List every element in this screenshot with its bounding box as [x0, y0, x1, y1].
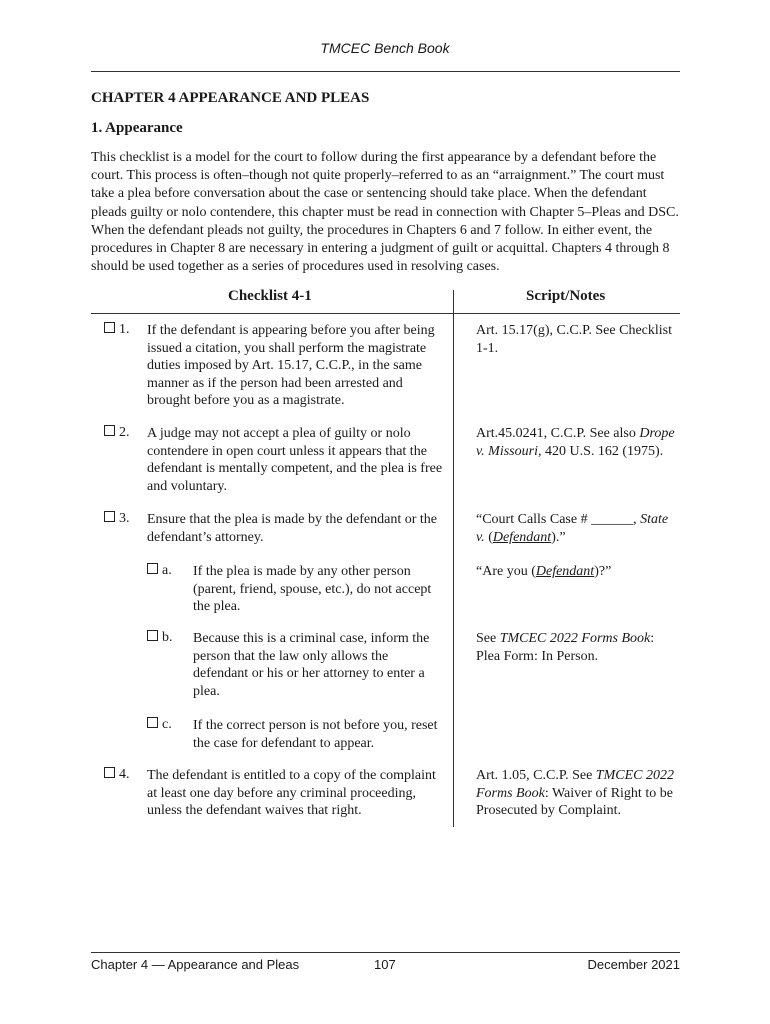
chapter-title: CHAPTER 4 APPEARANCE AND PLEAS	[91, 90, 370, 106]
checkbox-icon[interactable]	[104, 322, 115, 333]
script-notes-header: Script/Notes	[526, 288, 606, 304]
checkbox-icon[interactable]	[147, 630, 158, 641]
checklist-item-3a-letter: a.	[147, 563, 172, 579]
checklist-item-3c-letter: c.	[147, 717, 172, 733]
checklist-item-3a-text: If the plea is made by any other person (parent, friend, spouse, etc.), do not accept the plea.	[193, 564, 432, 615]
checkbox-icon[interactable]	[104, 767, 115, 778]
checklist-item-4-number: 4.	[104, 767, 130, 783]
page-number: 107	[374, 957, 396, 972]
intro-paragraph: This checklist is a model for the court to follow during the first appearance by a defendant before the court. This process is often–though not quite properly–referred to as an “arraignment.” The court must take a plea before conversation about the case or sentencing should take place. When the defendant pleads guilty or nolo contendere, this chapter must be read in connection with Chapter 5–Pleas and DSC. When the defendant pleads not guilty, the procedures in Chapters 6 and 7 follow. In either event, the procedures in Chapter 8 are necessary in entering a judgment of guilt or acquittal. Chapters 4 through 8 should be used together as a series of procedures used in resolving cases.	[91, 150, 679, 275]
running-header: TMCEC Bench Book	[320, 40, 450, 56]
checklist-item-2-number: 2.	[104, 425, 130, 441]
footer-date: December 2021	[587, 957, 680, 972]
checklist-item-3-text: Ensure that the plea is made by the defendant or the defendant’s attorney.	[147, 512, 438, 545]
checklist-item-3-note: “Court Calls Case # ______, State v. (Defendant).”	[476, 512, 669, 545]
checklist-item-4-note: Art. 1.05, C.C.P. See TMCEC 2022 Forms Book: Waiver of Right to be Prosecuted by Complaint.	[476, 768, 674, 819]
table-header-rule	[91, 313, 680, 314]
checklist-header: Checklist 4-1	[228, 288, 312, 304]
checkbox-icon[interactable]	[104, 425, 115, 436]
checkbox-icon[interactable]	[147, 717, 158, 728]
checklist-item-3a-note: “Are you (Defendant)?”	[476, 564, 612, 579]
checklist-item-3b-note: See TMCEC 2022 Forms Book: Plea Form: In Person.	[476, 631, 655, 664]
checklist-item-3-number: 3.	[104, 511, 130, 527]
checklist-item-3b-letter: b.	[147, 630, 173, 646]
header-rule	[91, 71, 680, 72]
section-title: 1. Appearance	[91, 120, 183, 136]
checklist-item-4-text: The defendant is entitled to a copy of the complaint at least one day before any criminal proceeding, unless the defendant waives that right.	[147, 768, 436, 819]
checklist-item-2-text: A judge may not accept a plea of guilty or nolo contendere in open court unless it appears that the defendant is mentally competent, and the plea is free and voluntary.	[147, 426, 443, 494]
footer-rule	[91, 952, 680, 953]
checkbox-icon[interactable]	[104, 511, 115, 522]
checklist-item-1-note: Art. 15.17(g), C.C.P. See Checklist 1-1.	[476, 323, 672, 356]
checklist-item-3b-text: Because this is a criminal case, inform the person that the law only allows the defendant or his or her attorney to enter a plea.	[193, 631, 430, 699]
column-divider	[453, 290, 454, 827]
footer-chapter: Chapter 4 — Appearance and Pleas	[91, 957, 300, 972]
checklist-item-3c-text: If the correct person is not before you, reset the case for defendant to appear.	[193, 718, 438, 751]
checklist-item-2-note: Art.45.0241, C.C.P. See also Drope v. Missouri, 420 U.S. 162 (1975).	[476, 426, 675, 459]
checklist-item-1-text: If the defendant is appearing before you after being issued a citation, you shall perform the magistrate duties imposed by Art. 15.17, C.C.P., in the same manner as if the person had been arrested and brought before you as a magistrate.	[147, 323, 435, 409]
checkbox-icon[interactable]	[147, 563, 158, 574]
checklist-item-1-number: 1.	[104, 322, 130, 338]
